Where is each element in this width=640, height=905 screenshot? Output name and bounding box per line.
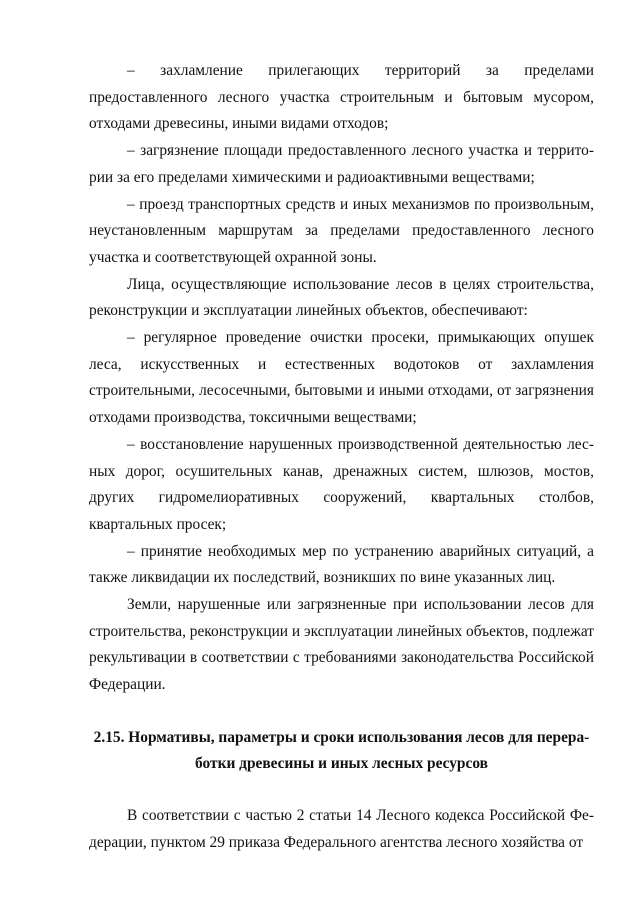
paragraph-emergency: – принятие необходимых мер по устранению аварийных ситуаций, а также ликвидации их последствий, возникших по вине указанных лиц. xyxy=(89,542,594,587)
paragraph-littering: – захламление прилегающих территорий за пределами предоставленного лесного участка строительным и бытовым мусором, отходами древесины, иными видами отходов; xyxy=(89,62,594,133)
document-body xyxy=(89,58,594,856)
paragraph-reclamation: Земли, нарушенные или загрязненные при использовании лесов для строительства, реконструкции и эксплуатации линейных объектов, подлежат рекультивации в соответствии с требованиями законодательства Российской Федерации. xyxy=(89,596,595,694)
paragraph-vehicle-passage: – проезд транспортных средств и иных механизмов по произвольным, неустановленным маршрутам за пределами предоставленного лесного участка и соответствующей охранной зоны. xyxy=(89,195,594,266)
paragraph-linear-objects-intro: Лица, осуществляющие использование лесов в целях строительства, реконструкции и эксплуатации линейных объектов, обеспечивают: xyxy=(89,275,594,320)
paragraph-clearing: – регулярное проведение очистки просеки, примыкающих опушек леса, искусственных и естественных водотоков от захламления строительными, лесосечными, бытовыми и иными отходами, от загрязнения отходами производства, токсичными веществами; xyxy=(89,329,594,427)
paragraph-pollution: – загрязнение площади предоставленного лесного участка и территории за его пределами химическими и радиоактивными веществами; xyxy=(89,142,594,186)
paragraph-restoration: – восстановление нарушенных производственной деятельностью лесных дорог, осушительных канав, дренажных систем, шлюзов, мостов, других гидромелиоративных сооружений, квартальных столбов, квартальных просек; xyxy=(89,435,594,533)
section-heading: 2.15. Нормативы, параметры и сроки использования лесов для переработки древесины и иных лесных ресурсов xyxy=(93,728,590,772)
paragraph-section-intro: В соответствии с частью 2 статьи 14 Лесного кодекса Российской Федерации, пунктом 29 приказа Федерального агентства лесного хозяйства от xyxy=(89,806,594,851)
